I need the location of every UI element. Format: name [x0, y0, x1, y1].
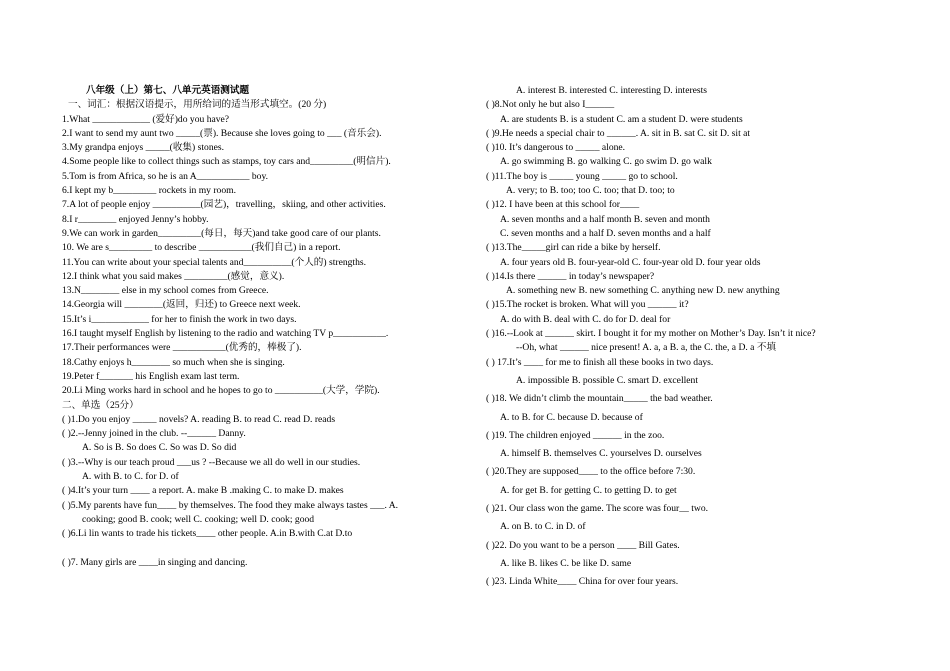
question-line: ( )11.The boy is _____ young _____ go to school. [486, 170, 678, 182]
blank-gap [62, 542, 472, 556]
question-line: 20.Li Ming works hard in school and he hopes to go to __________(大学，学院). [62, 385, 380, 397]
options-line: A. go swimming B. go walking C. go swim D. go walk [500, 156, 712, 168]
options-line: A. do with B. deal with C. do for D. deal for [500, 313, 671, 325]
question-line: ( )2.--Jenny joined in the club. --______ Danny. [62, 428, 246, 440]
options-line: A. with B. to C. for D. of [82, 471, 179, 483]
question-line: 7.A lot of people enjoy __________(园艺)，travelling，skiing, and other activities. [62, 199, 386, 211]
left-column [62, 84, 472, 570]
question-line: 15.It’s i____________ for her to finish the work in two days. [62, 313, 297, 325]
question-line: ( )8.Not only he but also I______ [486, 99, 615, 111]
question-line: ( )3.--Why is our teach proud ___us ? --Because we all do well in our studies. [62, 456, 361, 468]
question-line: ( )20.They are supposed____ to the office before 7:30. [486, 466, 696, 478]
options-line: A. on B. to C. in D. of [500, 521, 586, 533]
question-line: 2.I want to send my aunt two _____(票). Because she loves going to ___ (音乐会). [62, 127, 382, 139]
section-heading-vocabulary: 一、词汇：根据汉语提示，用所给词的适当形式填空。(20 分) [68, 99, 327, 111]
options-line: cooking; good B. cook; well C. cooking; well D. cook; good [82, 513, 315, 525]
options-line: A. to B. for C. because D. because of [500, 411, 643, 423]
question-line: 5.Tom is from Africa, so he is an A___________ boy. [62, 170, 269, 182]
options-line: A. like B. likes C. be like D. same [500, 557, 632, 569]
question-line: ( )23. Linda White____ China for over four years. [486, 576, 679, 588]
question-line: ( )19. The children enjoyed ______ in the zoo. [486, 429, 665, 441]
options-line: A. for get B. for getting C. to getting D. to get [500, 484, 677, 496]
options-line: A. four years old B. four-year-old C. four-year old D. four year olds [500, 256, 761, 268]
options-line: A. very; to B. too; too C. too; that D. too; to [506, 185, 675, 197]
question-line: 13.N________ else in my school comes from Greece. [62, 285, 269, 297]
question-line: 16.I taught myself English by listening to the radio and watching TV p___________. [62, 328, 389, 340]
question-line: 10. We are s_________ to describe ___________(我们自己) in a report. [62, 242, 341, 254]
question-line: 18.Cathy enjoys h________ so much when she is singing. [62, 356, 285, 368]
section-heading-choice: 二、单选（25分） [62, 399, 139, 411]
exam-title: 八年级（上）第七、八单元英语测试题 [86, 85, 250, 96]
question-line: ( )7. Many girls are ____in singing and dancing. [62, 556, 248, 568]
question-line: 8.I r________ enjoyed Jenny’s hobby. [62, 213, 209, 225]
options-line: A. himself B. themselves C. yourselves D. ourselves [500, 448, 702, 460]
question-line: 3.My grandpa enjoys _____(收集) stones. [62, 142, 225, 154]
question-line: ( )5.My parents have fun____ by themselves. The food they make always tastes ___. A. [62, 499, 399, 511]
question-line: ( )10. It’s dangerous to _____ alone. [486, 142, 626, 154]
question-line: 14.Georgia will ________(返回，归还) to Greece next week. [62, 299, 301, 311]
question-line: ( )18. We didn’t climb the mountain_____ the bad weather. [486, 393, 713, 405]
question-line: ( )1.Do you enjoy _____ novels? A. reading B. to read C. read D. reads [62, 413, 336, 425]
question-line: ( )21. Our class won the game. The score was four__ two. [486, 503, 709, 515]
question-line: 12.I think what you said makes _________(感觉，意义). [62, 270, 285, 282]
question-line: 9.We can work in garden_________(每日，每天)and take good care of our plants. [62, 227, 381, 239]
question-line: 4.Some people like to collect things such as stamps, toy cars and_________(明信片). [62, 156, 391, 168]
question-line: ( )12. I have been at this school for____ [486, 199, 640, 211]
options-line: A. So is B. So does C. So was D. So did [82, 442, 237, 454]
question-line: ( )16.--Look at ______ skirt. I bought it for my mother on Mother’s Day. Isn’t it nice? [486, 328, 816, 340]
question-line: 19.Peter f_______ his English exam last term. [62, 370, 240, 382]
question-line: 6.I kept my b_________ rockets in my room. [62, 185, 236, 197]
question-line: ( ) 17.It’s ____ for me to finish all these books in two days. [486, 356, 714, 368]
question-line: ( )4.It’s your turn ____ a report. A. make B .making C. to make D. makes [62, 485, 344, 497]
question-line: ( )13.The_____girl can ride a bike by herself. [486, 242, 661, 254]
question-line: ( )14.Is there ______ in today’s newspaper? [486, 270, 655, 282]
options-line: A. interest B. interested C. interesting D. interests [516, 85, 708, 96]
question-line: ( )15.The rocket is broken. What will you ______ it? [486, 299, 689, 311]
options-line: A. are students B. is a student C. am a student D. were students [500, 113, 743, 125]
options-line: A. something new B. new something C. anything new D. new anything [506, 285, 780, 297]
question-line: ( )22. Do you want to be a person ____ Bill Gates. [486, 539, 680, 551]
options-line: A. impossible B. possible C. smart D. excellent [516, 374, 698, 386]
question-line: ( )6.Li lin wants to trade his tickets____ other people. A.in B.with C.at D.to [62, 528, 353, 540]
options-line: --Oh, what ______ nice present! A. a, a B. a, the C. the, a D. a 不填 [516, 342, 777, 354]
question-line: ( )9.He needs a special chair to ______. A. sit in B. sat C. sit D. sit at [486, 127, 751, 139]
options-line: A. seven months and a half month B. seven and month [500, 213, 710, 225]
question-line: 11.You can write about your special talents and__________(个人的) strengths. [62, 256, 367, 268]
right-column [486, 84, 906, 590]
options-line: C. seven months and a half D. seven months and a half [500, 227, 711, 239]
question-line: 17.Their performances were ___________(优秀的，棒极了). [62, 342, 302, 354]
question-line: 1.What ____________ (爱好)do you have? [62, 113, 230, 125]
